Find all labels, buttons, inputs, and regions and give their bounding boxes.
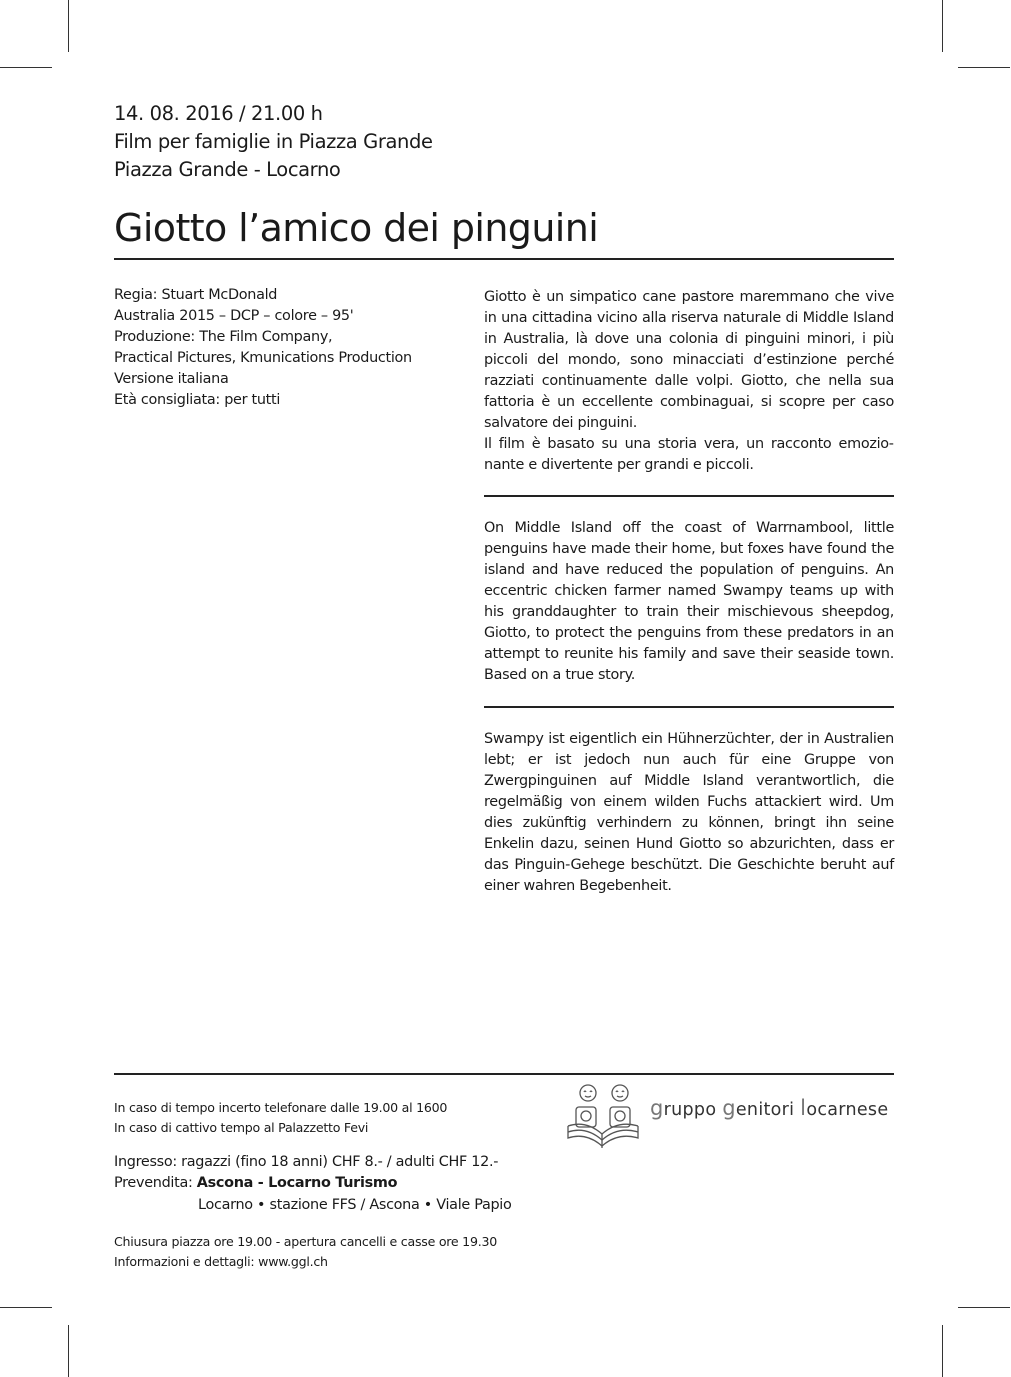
credit-line: Produzione: The Film Company, [114, 329, 333, 345]
logo-word: enitori [735, 1100, 801, 1120]
crop-mark [68, 0, 69, 52]
children-reading-icon [562, 1080, 642, 1155]
description-italian-text: Giotto è un simpatico cane pastore maremmano che vive in una cittadina vicino alla riserva naturale di Middle Island in Australia, là dove una colonia di pinguini minori, i più piccoli del mondo, sono minacciati d’estinzione perché razziati continuamente dalle volpi. Giotto, che nella sua fattoria è un eccellente combinaguai, si scopre per caso salvatore dei pinguini. [484, 289, 894, 431]
event-name: Film per famiglie in Piazza Grande [114, 130, 433, 153]
logo-initial: g [722, 1096, 736, 1120]
film-credits [114, 285, 454, 411]
credit-line: Practical Pictures, Kmunications Production [114, 350, 412, 366]
event-header [114, 100, 433, 184]
crop-mark [0, 67, 52, 68]
website-info: Informazioni e dettagli: www.ggl.ch [114, 1254, 328, 1269]
closing-info: Chiusura piazza ore 19.00 - apertura cancelli e casse ore 19.30 [114, 1234, 497, 1249]
crop-mark [958, 67, 1010, 68]
logo-word: ruppo [663, 1100, 723, 1120]
weather-info: In caso di tempo incerto telefonare dalle 19.00 al 1600 [114, 1100, 448, 1115]
logo-initial: l [800, 1096, 807, 1120]
description-german: Swampy ist eigentlich ein Hühnerzüchter, der in Australien lebt; er ist jedoch nun auch für eine Gruppe von Zwergpinguinen auf Middle Island verantwortlich, die regelmäßig von einem wilden Fuchs attackiert wird. Um dies zukünftig verhindern zu können, bringt ihn seine Enkelin dazu, seinen Hund Giotto so abzurichten, dass er das Pinguin-Gehege beschützt. Die Geschichte beruht auf einer wahren Begebenheit. [484, 731, 894, 894]
presale-label: Prevendita: [114, 1175, 197, 1191]
section-divider [484, 706, 894, 708]
ggl-logo [562, 1080, 897, 1155]
film-title: Giotto l’amico dei pinguini [114, 206, 599, 250]
credit-line: Australia 2015 – DCP – colore – 95' [114, 308, 354, 324]
event-venue: Piazza Grande - Locarno [114, 158, 341, 181]
credit-line: Versione italiana [114, 371, 229, 387]
crop-mark [68, 1325, 69, 1377]
description-italian [484, 287, 894, 476]
crop-mark [942, 0, 943, 52]
logo-word: ocarnese [806, 1100, 889, 1120]
presale-office: Ascona - Locarno Turismo [196, 1175, 398, 1191]
crop-mark [0, 1307, 52, 1308]
presale-info [114, 1173, 544, 1194]
description-italian-text-2: Il film è basato su una storia vera, un racconto emozionante e divertente per grandi e piccoli. [484, 436, 894, 473]
credit-line: Età consigliata: per tutti [114, 392, 281, 408]
logo-initial: g [650, 1096, 664, 1120]
presale-places: Locarno • stazione FFS / Ascona • Viale Papio [198, 1197, 512, 1213]
section-divider [484, 495, 894, 497]
event-date-time: 14. 08. 2016 / 21.00 h [114, 102, 323, 125]
crop-mark [958, 1307, 1010, 1308]
footer-rule [114, 1073, 894, 1075]
credit-line: Regia: Stuart McDonald [114, 287, 278, 303]
weather-info: In caso di cattivo tempo al Palazzetto Fevi [114, 1120, 369, 1135]
description-english: On Middle Island off the coast of Warrnambool, little penguins have made their home, but foxes have found the island and have reduced the population of penguins. An eccentric chicken farmer named Swampy teams up with his granddaughter to train their mischievous sheepdog, Giotto, to protect the penguins from these predators in an attempt to reunite his family and save their seaside town. Based on a true story. [484, 520, 894, 683]
logo-wordmark [650, 1096, 888, 1120]
crop-mark [942, 1325, 943, 1377]
footer-info [114, 1098, 544, 1272]
title-rule [114, 258, 894, 260]
entry-prices: Ingresso: ragazzi (fino 18 anni) CHF 8.- / adulti CHF 12.- [114, 1154, 499, 1170]
